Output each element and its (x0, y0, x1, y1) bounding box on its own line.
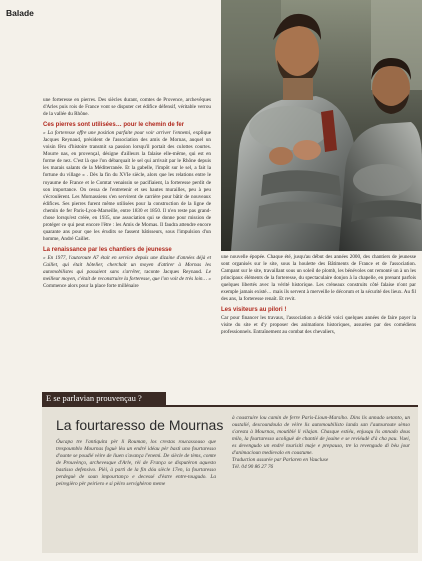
section-tail-renaissance: Commence alors pour la place forte millénaire (43, 283, 139, 290)
provencal-box (42, 405, 418, 553)
section-heading-railway: Ces pierres sont utilisées… pour le chemin de fer (43, 122, 185, 129)
translation-credit: Traduction assurée par Parlaren en Vaucluse (232, 457, 329, 464)
provencal-title: La fourtaresso de Mournas (56, 417, 224, 433)
quote-position: « La forteresse offre une position parfaite pour voir arriver l'ennemi, (43, 130, 192, 137)
article-column-1 (43, 97, 211, 290)
quote-autoroute: « En 1977, l'autoroute A7 était en service depuis une dizaine d'années déjà et Caillet, qui était hôtelier, cherchait un moyen d'attirer à Mornas les automobilistes qui passaient sans s'arrêter, (43, 254, 211, 276)
page-margin (6, 22, 214, 92)
knights-illustration (221, 0, 422, 251)
article-column-2 (221, 254, 416, 337)
knights-photo (221, 0, 422, 251)
provencal-banner: E se parlavian prouvençau ? (42, 392, 166, 405)
provencal-column-1 (56, 439, 216, 488)
section-paragraph-renaissance (43, 255, 211, 290)
section-body-railway: explique Jacques Reynaud, président de l'association des amis de Mornas, auquel un voisin fêru d'histoire transmit sa passion lorsqu'il portait des culottes courtes. Mourre nas, en provençal, désigne d'ailleurs la falaise elle-même, qui est en forme de nez. C'est là que l'on débarquait le sel qui arrivait par le Rhône depuis les marais salants de la Méditerranée. Et la gabelle, l'impôt sur le sel, a fait la fortune du village » . Dès la fin du XVIe siècle, alors que les relations entre le royaume de France et le Comtat venaissin se pacifiaient, la forteresse perdit de son importance. On cessa de l'entretenir et ses hautes murailles, peu à peu s'écroulèrent. Les Mornassiens s'en servirent de carrière pour bâtir de nouveaux édifices. Ses pierres furent même utilisées pour la construction de la ligne de chemin de fer Paris-Lyon-Marseille, entre 1830 et 1850. Il n'en reste pas grand-chose lorsqu'est créée, en 1935, une association qui se donne pour mission de protéger ce qui peut encore l'être : les Amis de Mornas. Il faudra attendre encore quarante ans pour que les érudits se fassent bâtisseurs, sous l'impulsion d'un homme, André Caillet. (43, 130, 211, 242)
epopee-paragraph: une nouvelle épopée. Chaque été, jusqu'au début des années 2000, des chantiers de jeunesse sont organisés sur le site, sous la houlette des Bâtiments de France et de l'association. Campant sur le site, travaillant sous un soleil de plomb, les bénévoles ont remonté un à un les principaux éléments de la forteresse, du spectaculaire donjon à la chapelle, en prenant parfois quelques libertés avec la vérité historique. Les créneaux construits côté falaise n'ont par exemple jamais existé… mais ils servent à merveille le décorum et la sécurité des lieux. Au fil des ans, la forteresse renaît. Et revit. (221, 254, 416, 303)
provencal-column-2 (232, 415, 410, 471)
section-heading-renaissance: La renaissance par les chantiers de jeunesse (43, 246, 172, 253)
section-label: Balade (6, 8, 34, 18)
translation-phone: Tél. 04 90 86 27 76 (232, 464, 274, 471)
quote-reconstruire: Le meilleur moyen, c'était de reconstruire la forteresse, que l'on voit de très loin… » (43, 269, 212, 283)
provencal-text-1: Óucapa tre l'antiquita pèr li Rouman, los crestas roucassouso que trespoumblo Mournas foguè lèu un endré idéau pèr bastì uno fourtaresso d'ounte se poudié vèire de liuen s'avança l'enemi. De siècle de tèms, comte de Prouvènço, archevesque d'Arle, rèi de França se disputèron aquesto bastisso defensivo. Pièi, à partì de la fin dóu siècle 17en, la fourtaresso perdeguè de soun impourtanço e decessé d'èstre entre-tougudo. La peiregièro pèr peiriero e si pèiro servighèron meme (56, 439, 216, 488)
provencal-text-2: à coustruire lou camin de ferre Paris-Lioun-Marsiho. Dins lis annado setanto, un oustalié, descoundoula de vèire lis automoubilisto landa san l'autouroute sènso s'aresta à Mournas, moutiblé li vilajan. Chasque estiéu, enjusqu lis annado dous milo, la fourtaresso acoliguè de chantié de jouine e se reviéudè d'à cha pau. Vuei, es devengudo un endré tourisiti maje e prepauso, tre la revengudo di bèu jour d'animacioun medievalo en coustume. (232, 415, 410, 457)
article-intro: une forteresse en pierres. Des siècles durant, comtes de Provence, archevêques d'Arles puis rois de France vont se disputer cet édifice défensif, véritable verrou de la vallée du Rhône. (43, 97, 211, 118)
section-paragraph-railway (43, 130, 211, 243)
section-body-pilori: Car pour financer les travaux, l'association a décidé voici quelques années de faire payer la visite du site et d'y proposer des animations historiques, assurées par des comédiens professionnels. Entraînement au combat des chevaliers, (221, 315, 416, 336)
section-heading-pilori: Les visiteurs au pilori ! (221, 307, 287, 314)
section-body-renaissance: raconte Jacques Reynaud. (144, 269, 203, 276)
